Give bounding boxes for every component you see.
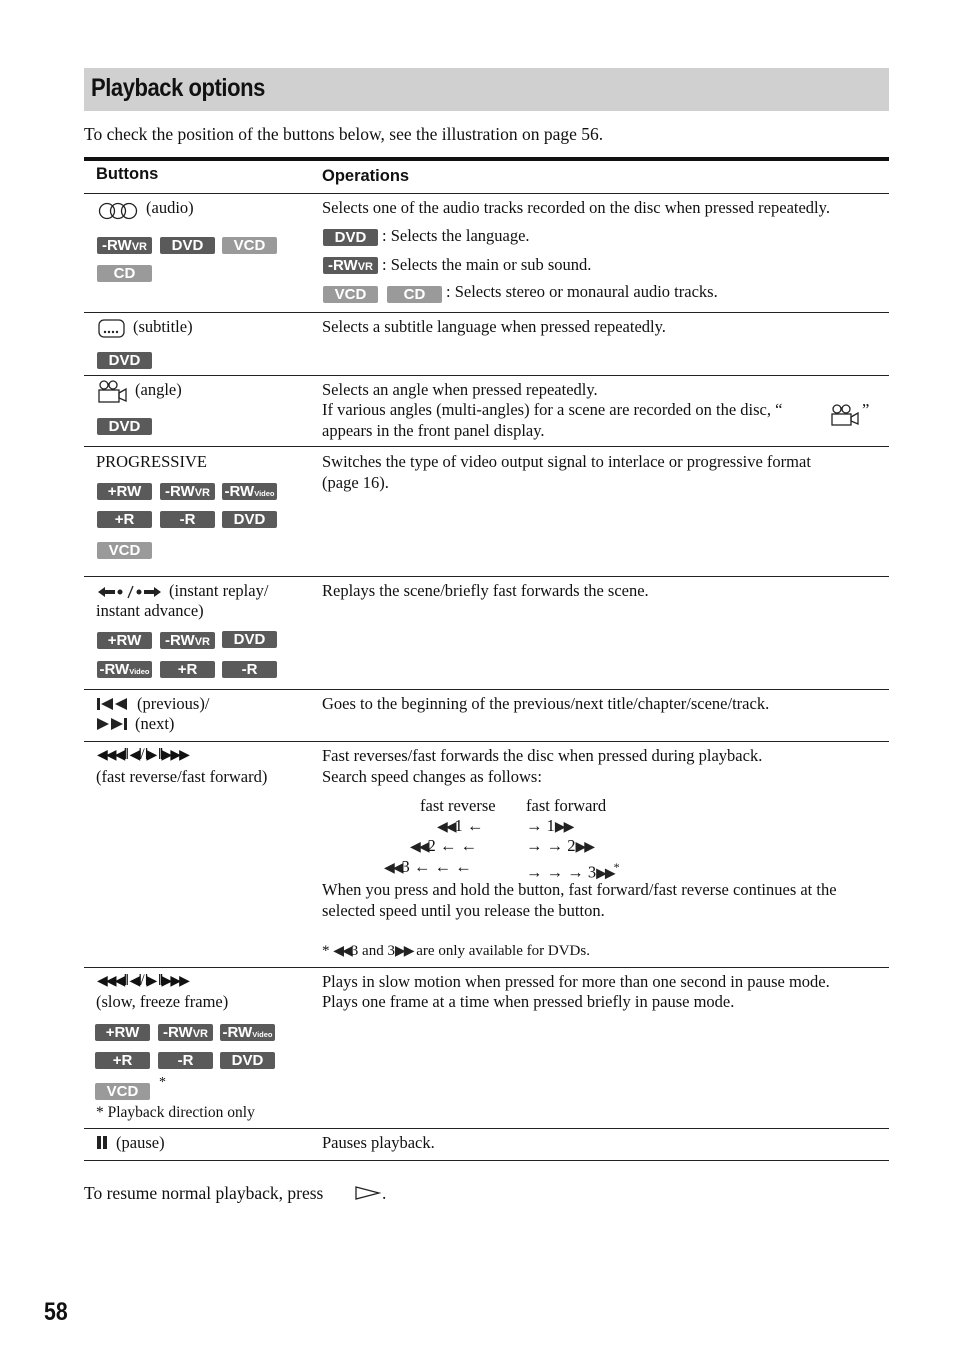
- angle-icon: [831, 404, 859, 428]
- badge-dvd: DVD: [222, 511, 277, 528]
- resume-text: To resume normal playback, press: [84, 1183, 324, 1203]
- badge-rwvr: -RWVR: [97, 237, 152, 254]
- badge-rwvideo: -RWVideo: [97, 661, 152, 678]
- badge-vcd: VCD: [95, 1083, 150, 1100]
- header-rule: [84, 193, 889, 194]
- fast-op-1: Fast reverses/fast forwards the disc when pressed during playback.: [322, 746, 763, 765]
- badge-dvd: DVD: [97, 418, 152, 435]
- badge-vcd: VCD: [97, 542, 152, 559]
- badge-dvd: DVD: [323, 229, 378, 246]
- angle-label: (angle): [135, 380, 182, 399]
- slow-op-2: Plays one frame at a time when pressed briefly in pause mode.: [322, 992, 735, 1011]
- reverse-speed-2: ◀◀2 ← ←: [410, 836, 478, 855]
- subtitle-label: (subtitle): [133, 317, 193, 336]
- fast-op-2: Search speed changes as follows:: [322, 767, 542, 786]
- angle-op-3: appears in the front panel display.: [322, 421, 545, 440]
- fast-footnote: * ◀◀3 and 3▶▶ are only available for DVDs.: [322, 943, 590, 959]
- slow-note: * Playback direction only: [96, 1104, 255, 1121]
- previous-label: (previous)/: [137, 694, 210, 713]
- badge-rwvr: -RWVR: [160, 632, 215, 649]
- audio-op-dvd: : Selects the language.: [382, 226, 530, 245]
- row-rule: [84, 312, 889, 313]
- badge-plus-r: +R: [160, 661, 215, 678]
- fast-op-4: selected speed until you release the button.: [322, 901, 605, 920]
- next-icon: [97, 718, 129, 730]
- pause-op-1: Pauses playback.: [322, 1133, 435, 1152]
- slow-label: (slow, freeze frame): [96, 992, 229, 1011]
- pause-icon: [97, 1136, 109, 1149]
- progressive-label: PROGRESSIVE: [96, 452, 207, 471]
- row-rule: [84, 741, 889, 742]
- row-rule: [84, 375, 889, 376]
- play-icon: [355, 1186, 381, 1200]
- slow-freeze-icons: ◀◀◀ll ◀l/l▶ ll▶▶▶: [97, 972, 188, 989]
- forward-speed-3: → → → 3▶▶*: [526, 860, 620, 882]
- row-rule: [84, 967, 889, 968]
- slow-op-1: Plays in slow motion when pressed for more than one second in pause mode.: [322, 972, 830, 991]
- badge-plus-r: +R: [97, 511, 152, 528]
- badge-rwvr: -RWVR: [323, 257, 378, 274]
- instant-replay-advance-icon: [97, 585, 163, 599]
- progressive-op-2: (page 16).: [322, 473, 389, 492]
- fast-col-reverse: fast reverse: [420, 796, 496, 815]
- instant-op-1: Replays the scene/briefly fast forwards the scene.: [322, 581, 649, 600]
- table-bottom-rule: [84, 1160, 889, 1161]
- badge-vcd: VCD: [323, 286, 378, 303]
- badge-cd: CD: [97, 265, 152, 282]
- forward-speed-1: → 1▶▶: [526, 816, 573, 835]
- angle-op-2: If various angles (multi-angles) for a scene are recorded on the disc, “: [322, 400, 783, 419]
- fast-label: (fast reverse/fast forward): [96, 767, 268, 786]
- page-number: 58: [44, 1298, 68, 1326]
- forward-speed-2: → → 2▶▶: [526, 836, 594, 855]
- row-rule: [84, 576, 889, 577]
- row-rule: [84, 446, 889, 447]
- col-header-operations: Operations: [322, 167, 410, 185]
- audio-op-vcdcd: : Selects stereo or monaural audio tracks.: [446, 282, 718, 301]
- angle-icon: [98, 380, 128, 404]
- angle-op-2-close: ”: [862, 400, 870, 419]
- instant-label-1: (instant replay/: [169, 581, 269, 600]
- badge-minus-r: -R: [160, 511, 215, 528]
- table-top-rule: [84, 157, 889, 161]
- row-rule: [84, 1128, 889, 1129]
- section-title: Playback options: [91, 74, 265, 102]
- fast-col-forward: fast forward: [526, 796, 607, 815]
- col-header-buttons: Buttons: [96, 165, 159, 183]
- badge-rwvideo: -RWVideo: [220, 1024, 275, 1041]
- badge-dvd: DVD: [97, 352, 152, 369]
- reverse-speed-3: ◀◀3 ← ← ←: [384, 857, 472, 876]
- audio-label: (audio): [146, 198, 194, 217]
- badge-dvd: DVD: [220, 1052, 275, 1069]
- badge-dvd: DVD: [222, 631, 277, 648]
- badge-minus-r: -R: [222, 661, 277, 678]
- pause-label: (pause): [116, 1133, 165, 1152]
- row-rule: [84, 689, 889, 690]
- fast-op-3: When you press and hold the button, fast forward/fast reverse continues at the: [322, 880, 837, 899]
- scan-search-icons: ◀◀◀ll ◀l/l▶ ll▶▶▶: [97, 746, 188, 763]
- resume-period: .: [382, 1183, 387, 1203]
- badge-rwvr: -RWVR: [160, 483, 215, 500]
- badge-cd: CD: [387, 286, 442, 303]
- badge-dvd: DVD: [160, 237, 215, 254]
- subtitle-icon: [98, 318, 126, 340]
- badge-rwvideo: -RWVideo: [222, 483, 277, 500]
- badge-plus-r: +R: [95, 1052, 150, 1069]
- angle-op-1: Selects an angle when pressed repeatedly.: [322, 380, 598, 399]
- instant-label-2: instant advance): [96, 601, 204, 620]
- badge-rwvr: -RWVR: [158, 1024, 213, 1041]
- audio-icon: [98, 201, 138, 221]
- reverse-speed-1: ◀◀1 ←: [437, 816, 484, 835]
- audio-op-rwvr: : Selects the main or sub sound.: [382, 255, 592, 274]
- prevnext-op-1: Goes to the beginning of the previous/next title/chapter/scene/track.: [322, 694, 770, 713]
- badge-minus-r: -R: [158, 1052, 213, 1069]
- intro-text: To check the position of the buttons below, see the illustration on page 56.: [84, 124, 604, 144]
- progressive-op-1: Switches the type of video output signal to interlace or progressive format: [322, 452, 811, 471]
- section-header-bar: [84, 68, 889, 111]
- badge-plus-rw: +RW: [97, 483, 152, 500]
- audio-op-1: Selects one of the audio tracks recorded on the disc when pressed repeatedly.: [322, 198, 830, 217]
- badge-plus-rw: +RW: [97, 632, 152, 649]
- badge-plus-rw: +RW: [95, 1024, 150, 1041]
- next-label: (next): [135, 714, 175, 733]
- subtitle-op-1: Selects a subtitle language when pressed repeatedly.: [322, 317, 666, 336]
- slow-star: *: [159, 1075, 166, 1090]
- previous-icon: [97, 698, 129, 710]
- badge-vcd: VCD: [222, 237, 277, 254]
